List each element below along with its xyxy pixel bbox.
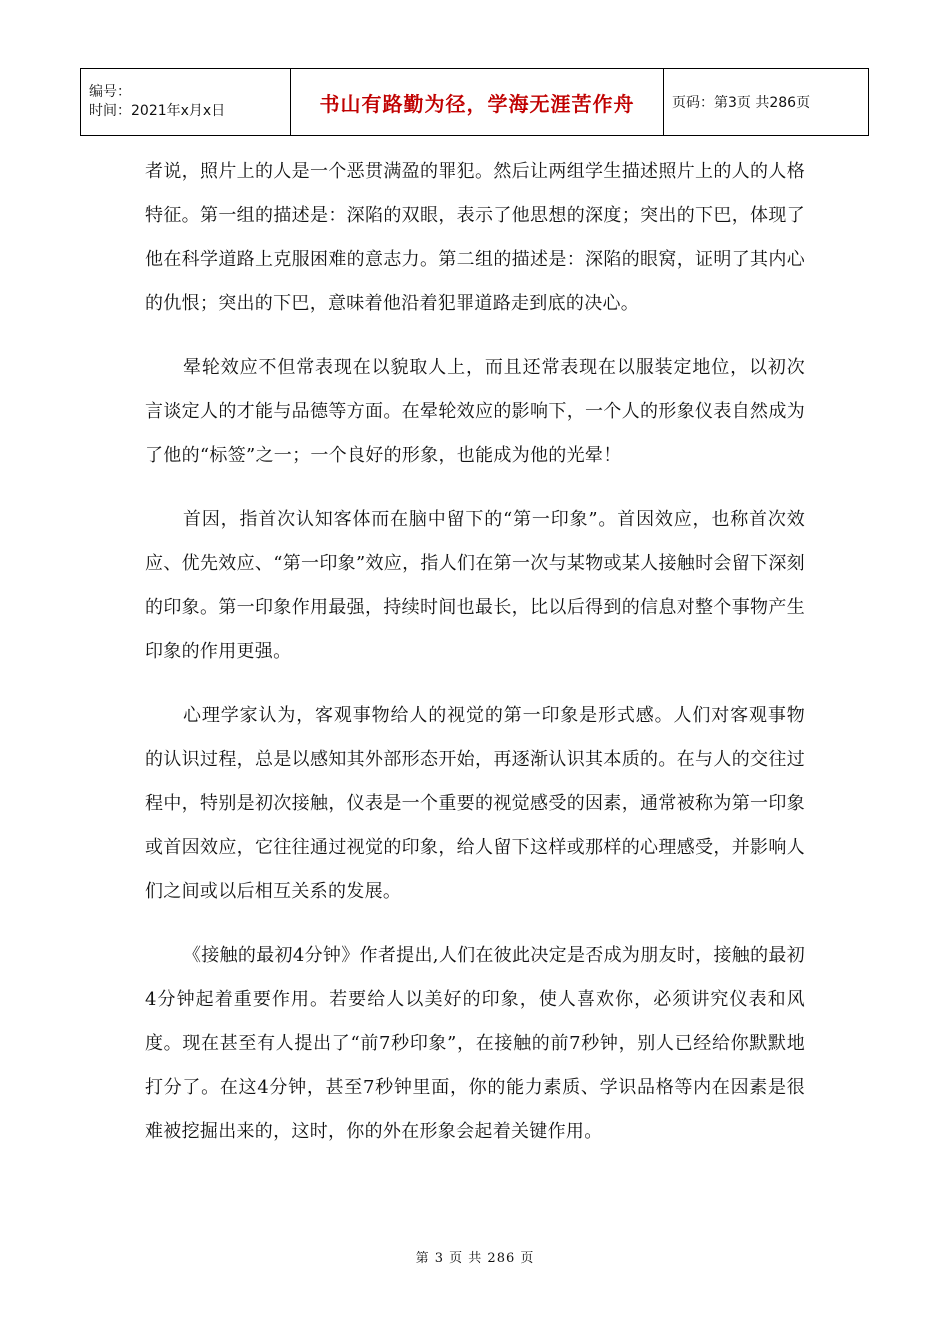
header-motto: 书山有路勤为径，学海无涯苦作舟 bbox=[291, 69, 664, 136]
page-footer: 第 3 页 共 286 页 bbox=[415, 1251, 535, 1266]
document-header bbox=[80, 68, 869, 136]
paragraph-first-four-minutes: 《接触的最初4分钟》作者提出,人们在彼此决定是否成为朋友时，接触的最初4分钟起着重要作用。若要给人以美好的印象，使人喜欢你，必须讲究仪表和风度。现在甚至有人提出了“前7秒印象”，在接触的前7秒钟，别人已经给你默默地打分了。在这4分钟，甚至7秒钟里面，你的能力素质、学识品格等内在因素是很难被挖掘出来的，这时，你的外在形象会起着关键作用。 bbox=[145, 945, 805, 1142]
paragraph-halo-effect: 晕轮效应不但常表现在以貌取人上，而且还常表现在以服装定地位，以初次言谈定人的才能与品德等方面。在晕轮效应的影响下，一个人的形象仪表自然成为了他的“标签”之一；一个良好的形象，也能成为他的光晕！ bbox=[145, 357, 805, 466]
paragraph-primacy-effect: 首因，指首次认知客体而在脑中留下的“第一印象”。首因效应，也称首次效应、优先效应、“第一印象”效应，指人们在第一次与某物或某人接触时会留下深刻的印象。第一印象作用最强，持续时间也最长，比以后得到的信息对整个事物产生印象的作用更强。 bbox=[145, 509, 805, 662]
document-number-label: 编号： bbox=[89, 84, 131, 100]
document-body bbox=[145, 150, 805, 1174]
header-page-info: 页码：第3页 共286页 bbox=[664, 69, 869, 136]
paragraph-psychologists: 心理学家认为，客观事物给人的视觉的第一印象是形式感。人们对客观事物的认识过程，总是以感知其外部形态开始，再逐渐认识其本质的。在与人的交往过程中，特别是初次接触，仪表是一个重要的视觉感受的因素，通常被称为第一印象或首因效应，它往往通过视觉的印象，给人留下这样或那样的心理感受，并影响人们之间或以后相互关系的发展。 bbox=[145, 705, 805, 902]
document-time-label: 时间：2021年x月x日 bbox=[89, 103, 226, 119]
paragraph-continued: 者说，照片上的人是一个恶贯满盈的罪犯。然后让两组学生描述照片上的人的人格特征。第一组的描述是：深陷的双眼，表示了他思想的深度；突出的下巴，体现了他在科学道路上克服困难的意志力。第二组的描述是：深陷的眼窝，证明了其内心的仇恨；突出的下巴，意味着他沿着犯罪道路走到底的决心。 bbox=[145, 161, 805, 314]
header-meta-cell bbox=[81, 69, 291, 136]
